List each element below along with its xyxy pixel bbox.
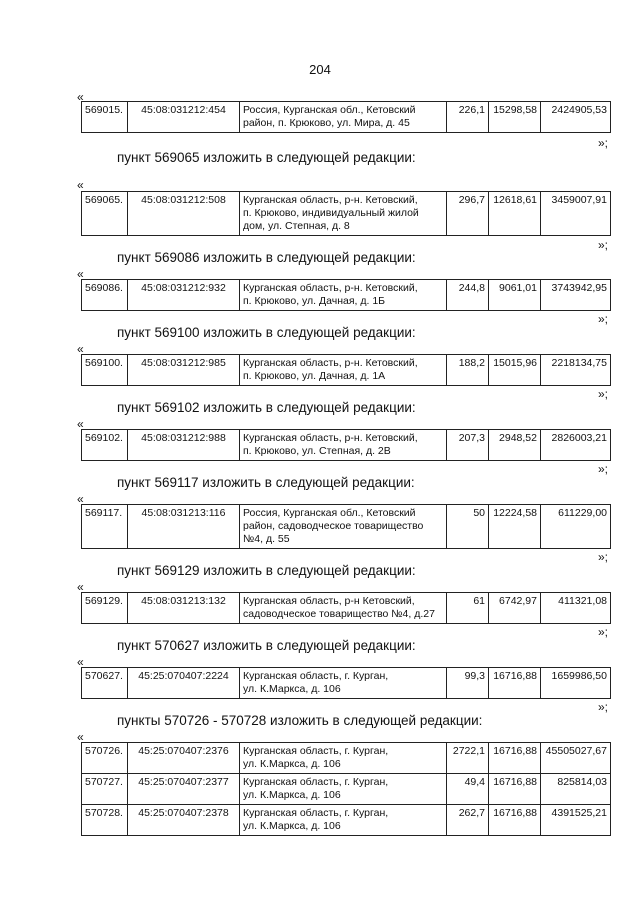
table-row	[82, 505, 611, 549]
address-line: Курганская область, р-н. Кетовский,	[243, 357, 418, 369]
address-line: ул. К.Маркса, д. 106	[243, 683, 341, 695]
cadastral-number: 45:08:031212:985	[128, 355, 240, 386]
open-quote: «	[77, 417, 84, 431]
address	[240, 192, 447, 236]
area: 99,3	[447, 668, 489, 699]
table-row	[82, 774, 611, 805]
row-number: 569129.	[82, 593, 128, 624]
price: 12618,61	[489, 192, 541, 236]
table-row	[82, 668, 611, 699]
value: 2826003,21	[541, 430, 611, 461]
address	[240, 102, 447, 133]
close-quote: »;	[598, 387, 609, 401]
address-line: Курганская область, р-н. Кетовский,	[243, 432, 418, 444]
price: 16716,88	[489, 743, 541, 774]
cadastral-number: 45:08:031212:454	[128, 102, 240, 133]
cadastral-number: 45:08:031212:988	[128, 430, 240, 461]
value: 611229,00	[541, 505, 611, 549]
row-number: 569117.	[82, 505, 128, 549]
area: 262,7	[447, 805, 489, 836]
price: 12224,58	[489, 505, 541, 549]
entry-table	[81, 279, 611, 311]
address-line: район, п. Крюково, ул. Мира, д. 45	[243, 117, 410, 129]
cadastral-number: 45:25:070407:2378	[128, 805, 240, 836]
value: 1659986,50	[541, 668, 611, 699]
section-heading: пункт 569065 изложить в следующей редакции:	[117, 150, 416, 165]
address-line: Курганская область, р-н. Кетовский,	[243, 282, 418, 294]
table-row	[82, 355, 611, 386]
address	[240, 355, 447, 386]
table-row	[82, 102, 611, 133]
entry-table	[81, 667, 611, 699]
address	[240, 593, 447, 624]
address	[240, 430, 447, 461]
section-heading: пункт 569117 изложить в следующей редакции:	[117, 475, 415, 490]
section-heading: пункт 569129 изложить в следующей редакции:	[117, 563, 416, 578]
cadastral-number: 45:08:031213:116	[128, 505, 240, 549]
address-line: Курганская область, р-н. Кетовский,	[243, 194, 418, 206]
value: 3459007,91	[541, 192, 611, 236]
cadastral-number: 45:25:070407:2376	[128, 743, 240, 774]
close-quote: »;	[598, 136, 609, 150]
address-line: Курганская область, г. Курган,	[243, 670, 389, 682]
area: 2722,1	[447, 743, 489, 774]
value: 4391525,21	[541, 805, 611, 836]
address-line: ул. К.Маркса, д. 106	[243, 758, 341, 770]
row-number: 570727.	[82, 774, 128, 805]
price: 16716,88	[489, 805, 541, 836]
entry-table	[81, 354, 611, 386]
value: 3743942,95	[541, 280, 611, 311]
close-quote: »;	[598, 700, 609, 714]
section-heading: пункт 569100 изложить в следующей редакции:	[117, 325, 416, 340]
area: 226,1	[447, 102, 489, 133]
address-line: Россия, Курганская обл., Кетовский	[243, 507, 416, 519]
address-line: ул. К.Маркса, д. 106	[243, 789, 341, 801]
address-line: Курганская область, г. Курган,	[243, 745, 389, 757]
page-number: 204	[309, 62, 331, 77]
price: 16716,88	[489, 774, 541, 805]
address-line: п. Крюково, ул. Дачная, д. 1А	[243, 370, 386, 382]
address-line: Курганская область, г. Курган,	[243, 776, 389, 788]
open-quote: «	[77, 730, 84, 744]
entry-table	[81, 191, 611, 236]
address-line: п. Крюково, индивидуальный жилой	[243, 207, 419, 219]
table-row	[82, 743, 611, 774]
row-number: 570726.	[82, 743, 128, 774]
cadastral-number: 45:08:031212:932	[128, 280, 240, 311]
entry-table	[81, 742, 611, 836]
row-number: 569086.	[82, 280, 128, 311]
entry-table	[81, 504, 611, 549]
row-number: 569102.	[82, 430, 128, 461]
close-quote: »;	[598, 462, 609, 476]
area: 296,7	[447, 192, 489, 236]
value: 411321,08	[541, 593, 611, 624]
area: 49,4	[447, 774, 489, 805]
section-heading: пункт 569086 изложить в следующей редакции:	[117, 250, 416, 265]
table-row	[82, 593, 611, 624]
section-heading: пункт 569102 изложить в следующей редакции:	[117, 400, 416, 415]
price: 9061,01	[489, 280, 541, 311]
address	[240, 280, 447, 311]
table-row	[82, 192, 611, 236]
value: 45505027,67	[541, 743, 611, 774]
address	[240, 743, 447, 774]
address-line: Россия, Курганская обл., Кетовский	[243, 104, 416, 116]
address	[240, 505, 447, 549]
close-quote: »;	[598, 550, 609, 564]
price: 6742,97	[489, 593, 541, 624]
table-row	[82, 805, 611, 836]
value: 825814,03	[541, 774, 611, 805]
cadastral-number: 45:25:070407:2377	[128, 774, 240, 805]
address-line: п. Крюково, ул. Дачная, д. 1Б	[243, 295, 386, 307]
open-quote: «	[77, 178, 84, 192]
row-number: 569015.	[82, 102, 128, 133]
address	[240, 774, 447, 805]
open-quote: «	[77, 580, 84, 594]
price: 15298,58	[489, 102, 541, 133]
open-quote: «	[77, 342, 84, 356]
address-line: Курганская область, р-н Кетовский,	[243, 595, 415, 607]
address	[240, 805, 447, 836]
value: 2424905,53	[541, 102, 611, 133]
row-number: 570728.	[82, 805, 128, 836]
address-line: п. Крюково, ул. Степная, д. 2В	[243, 445, 391, 457]
area: 61	[447, 593, 489, 624]
cadastral-number: 45:08:031213:132	[128, 593, 240, 624]
area: 207,3	[447, 430, 489, 461]
address-line: Курганская область, г. Курган,	[243, 807, 389, 819]
table-row	[82, 430, 611, 461]
area: 50	[447, 505, 489, 549]
price: 15015,96	[489, 355, 541, 386]
address-line: №4, д. 55	[243, 533, 290, 545]
table-row	[82, 280, 611, 311]
section-heading: пункт 570627 изложить в следующей редакции:	[117, 638, 416, 653]
cadastral-number: 45:08:031212:508	[128, 192, 240, 236]
close-quote: »;	[598, 238, 609, 252]
address-line: район, садоводческое товарищество	[243, 520, 424, 532]
close-quote: »;	[598, 312, 609, 326]
open-quote: «	[77, 492, 84, 506]
entry-table	[81, 592, 611, 624]
open-quote: «	[77, 655, 84, 669]
address-line: садоводческое товарищество №4, д.27	[243, 608, 435, 620]
value: 2218134,75	[541, 355, 611, 386]
area: 244,8	[447, 280, 489, 311]
row-number: 569065.	[82, 192, 128, 236]
entry-table	[81, 101, 611, 133]
open-quote: «	[77, 267, 84, 281]
close-quote: »;	[598, 625, 609, 639]
section-heading: пункты 570726 - 570728 изложить в следующей редакции:	[117, 713, 483, 728]
address	[240, 668, 447, 699]
cadastral-number: 45:25:070407:2224	[128, 668, 240, 699]
address-line: дом, ул. Степная, д. 8	[243, 220, 350, 232]
address-line: ул. К.Маркса, д. 106	[243, 820, 341, 832]
price: 2948,52	[489, 430, 541, 461]
area: 188,2	[447, 355, 489, 386]
row-number: 569100.	[82, 355, 128, 386]
open-quote: «	[77, 90, 84, 104]
price: 16716,88	[489, 668, 541, 699]
row-number: 570627.	[82, 668, 128, 699]
entry-table	[81, 429, 611, 461]
